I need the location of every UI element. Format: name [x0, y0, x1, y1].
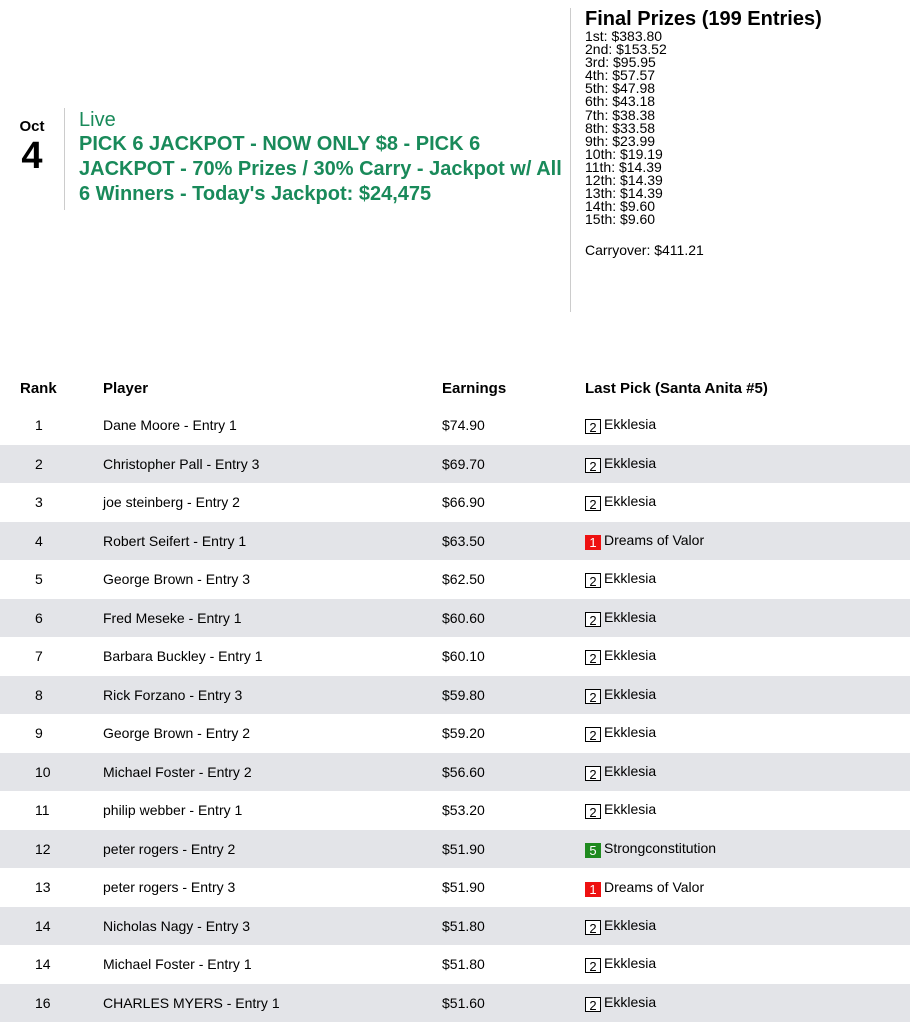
prize-item: 13th: $14.39 [585, 185, 663, 202]
player-cell: Nicholas Nagy - Entry 3 [103, 907, 442, 946]
prize-item: 5th: $47.98 [585, 80, 656, 97]
table-row[interactable] [0, 676, 910, 715]
earnings-cell: $74.90 [442, 417, 485, 434]
prize-item: 3rd: $95.95 [585, 54, 656, 71]
rank-cell: 11 [35, 802, 50, 819]
earnings-cell: $60.60 [442, 599, 585, 638]
prize-item: 2nd: $153.52 [585, 41, 667, 58]
prize-item: 12th: $14.39 [585, 172, 663, 189]
horse-name: Ekklesia [604, 493, 657, 510]
last-pick-cell [585, 406, 910, 445]
player-cell: Christopher Pall - Entry 3 [103, 445, 442, 484]
event-status: Live [79, 109, 116, 131]
prize-item: 7th: $38.38 [585, 106, 656, 123]
prize-item: 14th: $9.60 [585, 198, 656, 215]
rank-cell: 14 [0, 907, 103, 946]
saddle-cloth-number: 2 [585, 458, 601, 473]
horse-name: Ekklesia [604, 416, 657, 433]
last-pick [585, 800, 656, 819]
last-pick [585, 878, 704, 897]
rank-cell: 7 [35, 648, 43, 665]
last-pick [585, 415, 656, 434]
horse-name: Dreams of Valor [604, 878, 705, 895]
table-row[interactable] [0, 945, 910, 984]
header-last-pick: Last Pick (Santa Anita #5) [585, 379, 768, 397]
last-pick-cell [585, 714, 910, 753]
last-pick [585, 762, 656, 781]
prize-item: 8th: $33.58 [585, 119, 656, 136]
rank-cell: 8 [0, 676, 103, 715]
carryover: Carryover: $411.21 [585, 242, 704, 259]
last-pick-cell [585, 483, 910, 522]
earnings-cell: $56.60 [442, 753, 585, 792]
table-row[interactable] [0, 637, 910, 676]
last-pick [585, 569, 656, 588]
rank-cell: 2 [0, 445, 103, 484]
prize-item: 10th: $19.19 [585, 145, 663, 162]
horse-name: Ekklesia [604, 647, 657, 664]
last-pick [585, 492, 656, 511]
earnings-cell: $62.50 [442, 571, 485, 588]
player-cell: Dane Moore - Entry 1 [103, 417, 237, 434]
last-pick [585, 839, 716, 858]
rank-cell: 12 [0, 830, 103, 869]
last-pick [585, 916, 656, 935]
last-pick-cell [585, 868, 910, 907]
table-row[interactable] [0, 830, 910, 869]
player-cell: Robert Seifert - Entry 1 [103, 522, 442, 561]
table-row[interactable] [0, 560, 910, 599]
table-header-row [0, 370, 910, 406]
earnings-cell: $63.50 [442, 522, 585, 561]
leaderboard-rows [0, 406, 910, 1022]
earnings-cell: $59.80 [442, 676, 585, 715]
event-info [64, 108, 569, 210]
table-row[interactable] [0, 522, 910, 561]
player-cell: Michael Foster - Entry 2 [103, 753, 442, 792]
rank-cell: 1 [35, 417, 43, 434]
horse-name: Ekklesia [604, 762, 657, 779]
table-row[interactable] [0, 406, 910, 445]
earnings-cell: $51.60 [442, 984, 585, 1023]
rank-cell: 5 [35, 571, 43, 588]
last-pick [585, 685, 656, 704]
horse-name: Dreams of Valor [604, 532, 705, 549]
player-cell: Barbara Buckley - Entry 1 [103, 648, 263, 665]
event-title: PICK 6 JACKPOT - NOW ONLY $8 - PICK 6 JACKPOT - 70% Prizes / 30% Carry - Jackpot w/ All 6 Winners - Today's Jackpot: $24,475 [79, 133, 562, 205]
last-pick-cell [585, 753, 910, 792]
header-rank: Rank [20, 379, 57, 397]
saddle-cloth-number: 5 [585, 843, 601, 858]
table-row[interactable] [0, 907, 910, 946]
earnings-cell: $51.80 [442, 956, 485, 973]
player-cell: philip webber - Entry 1 [103, 802, 243, 819]
saddle-cloth-number: 2 [585, 920, 601, 935]
saddle-cloth-number: 2 [585, 650, 601, 665]
last-pick-cell [585, 830, 910, 869]
leaderboard-table [0, 370, 910, 1022]
saddle-cloth-number: 2 [585, 804, 601, 819]
last-pick-cell [585, 984, 910, 1023]
event-date [0, 118, 64, 176]
prize-item: 11th: $14.39 [585, 158, 662, 175]
rank-cell: 10 [0, 753, 103, 792]
last-pick [585, 954, 656, 973]
rank-cell: 6 [0, 599, 103, 638]
earnings-cell: $66.90 [442, 494, 485, 511]
last-pick-cell [585, 945, 910, 984]
horse-name: Ekklesia [604, 685, 657, 702]
saddle-cloth-number: 2 [585, 727, 601, 742]
last-pick [585, 646, 656, 665]
saddle-cloth-number: 2 [585, 496, 601, 511]
last-pick-cell [585, 676, 910, 715]
saddle-cloth-number: 2 [585, 612, 601, 627]
final-prizes-panel [570, 8, 910, 312]
rank-cell: 13 [35, 879, 51, 896]
table-row[interactable] [0, 714, 910, 753]
saddle-cloth-number: 1 [585, 535, 601, 550]
player-cell: CHARLES MYERS - Entry 1 [103, 984, 442, 1023]
rank-cell: 4 [0, 522, 103, 561]
earnings-cell: $53.20 [442, 802, 485, 819]
saddle-cloth-number: 2 [585, 766, 601, 781]
saddle-cloth-number: 2 [585, 958, 601, 973]
player-cell: George Brown - Entry 2 [103, 725, 251, 742]
saddle-cloth-number: 2 [585, 419, 601, 434]
horse-name: Ekklesia [604, 724, 657, 741]
event-date-month: Oct [19, 118, 45, 135]
event-date-day: 4 [21, 135, 43, 177]
header-earnings: Earnings [442, 379, 507, 397]
saddle-cloth-number: 2 [585, 997, 601, 1012]
player-cell: peter rogers - Entry 2 [103, 830, 442, 869]
rank-cell: 3 [35, 494, 43, 511]
player-cell: peter rogers - Entry 3 [103, 879, 236, 896]
last-pick-cell [585, 445, 910, 484]
player-cell: Fred Meseke - Entry 1 [103, 599, 442, 638]
saddle-cloth-number: 1 [585, 882, 601, 897]
last-pick [585, 608, 656, 627]
prize-list [585, 30, 910, 226]
player-cell: Rick Forzano - Entry 3 [103, 676, 442, 715]
horse-name: Ekklesia [604, 454, 657, 471]
earnings-cell: $69.70 [442, 445, 585, 484]
saddle-cloth-number: 2 [585, 573, 601, 588]
earnings-cell: $51.90 [442, 830, 585, 869]
last-pick-cell [585, 791, 910, 830]
table-row[interactable] [0, 445, 910, 484]
horse-name: Strongconstitution [604, 840, 717, 857]
header-player: Player [103, 379, 149, 397]
last-pick-cell [585, 637, 910, 676]
table-row[interactable] [0, 791, 910, 830]
earnings-cell: $60.10 [442, 648, 485, 665]
table-row[interactable] [0, 753, 910, 792]
player-cell: joe steinberg - Entry 2 [103, 494, 240, 511]
last-pick [585, 993, 656, 1012]
table-row[interactable] [0, 984, 910, 1023]
rank-cell: 16 [0, 984, 103, 1023]
prize-item: 9th: $23.99 [585, 132, 656, 149]
last-pick [585, 723, 656, 742]
table-row[interactable] [0, 483, 910, 522]
table-row[interactable] [0, 599, 910, 638]
horse-name: Ekklesia [604, 801, 657, 818]
last-pick [585, 454, 656, 473]
rank-cell: 14 [35, 956, 51, 973]
final-prizes-title: Final Prizes (199 Entries) [585, 8, 822, 30]
horse-name: Ekklesia [604, 993, 657, 1010]
last-pick [585, 531, 704, 550]
horse-name: Ekklesia [604, 608, 657, 625]
table-row[interactable] [0, 868, 910, 907]
saddle-cloth-number: 2 [585, 689, 601, 704]
horse-name: Ekklesia [604, 570, 657, 587]
last-pick-cell [585, 522, 910, 561]
last-pick-cell [585, 599, 910, 638]
player-cell: George Brown - Entry 3 [103, 571, 251, 588]
horse-name: Ekklesia [604, 916, 657, 933]
prize-item: 6th: $43.18 [585, 93, 656, 110]
earnings-cell: $51.90 [442, 879, 485, 896]
horse-name: Ekklesia [604, 955, 657, 972]
rank-cell: 9 [35, 725, 43, 742]
last-pick-cell [585, 560, 910, 599]
prize-item: 15th: $9.60 [585, 211, 656, 228]
player-cell: Michael Foster - Entry 1 [103, 956, 252, 973]
earnings-cell: $51.80 [442, 907, 585, 946]
earnings-cell: $59.20 [442, 725, 485, 742]
prize-item: 1st: $383.80 [585, 28, 663, 44]
last-pick-cell [585, 907, 910, 946]
prize-item: 4th: $57.57 [585, 67, 656, 84]
